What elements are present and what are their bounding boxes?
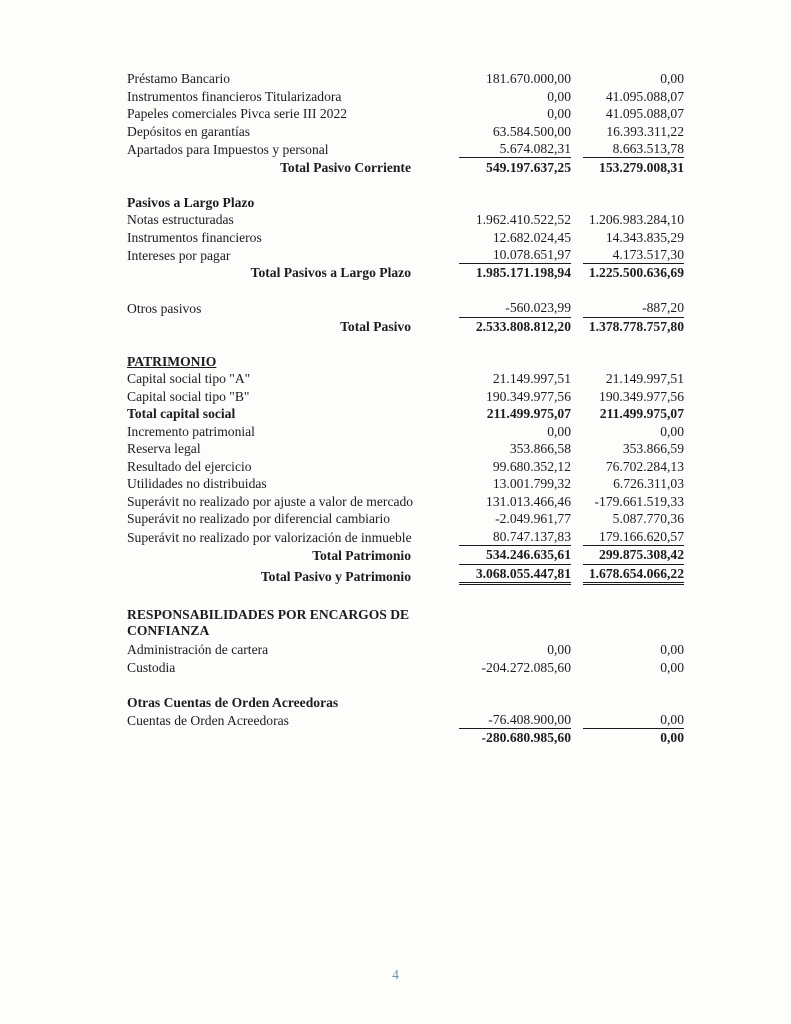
table-row (127, 105, 684, 123)
value-current-period: 0,00 (547, 642, 571, 658)
row-spacer (127, 335, 684, 353)
table-row (127, 123, 684, 141)
table-row (127, 70, 684, 88)
value-prior-period: 0,00 (660, 730, 684, 746)
row-spacer (127, 676, 684, 694)
value-prior-period: 1.225.500.636,69 (588, 265, 684, 281)
value-current-period: 13.001.799,32 (492, 476, 571, 492)
table-row (127, 711, 684, 729)
row-label: Superávit no realizado por diferencial cambiario (127, 511, 391, 527)
value-prior-period: 76.702.284,13 (605, 458, 684, 474)
total-row (127, 565, 684, 585)
table-row (127, 228, 684, 246)
value-current-period: 3.068.055.447,81 (459, 565, 571, 585)
row-label: Resultado del ejercicio (127, 458, 252, 474)
value-current-period: 5.674.082,31 (459, 140, 571, 158)
value-prior-period: 0,00 (660, 659, 684, 675)
section-title: Pasivos a Largo Plazo (127, 194, 255, 210)
total-row (127, 158, 684, 176)
value-current-period: 534.246.635,61 (459, 546, 571, 564)
row-label: Superávit no realizado por valorización de inmueble (127, 529, 412, 545)
total-row (127, 546, 684, 564)
value-prior-period: 0,00 (660, 71, 684, 87)
row-label: Total capital social (127, 406, 236, 422)
table-row (127, 388, 684, 406)
row-label: Total Pasivo (340, 318, 411, 334)
row-label: Capital social tipo "A" (127, 371, 251, 387)
section-title: Otras Cuentas de Orden Acreedoras (127, 694, 339, 710)
value-prior-period: 353.866,59 (622, 441, 684, 457)
table-row (127, 440, 684, 458)
table-row (127, 246, 684, 264)
value-prior-period: 41.095.088,07 (605, 106, 684, 122)
value-prior-period: 5.087.770,36 (612, 511, 684, 527)
value-current-period: 181.670.000,00 (486, 71, 571, 87)
value-current-period: 190.349.977,56 (486, 388, 571, 404)
value-current-period: 99.680.352,12 (492, 458, 571, 474)
value-current-period: 80.747.137,83 (459, 528, 571, 546)
value-current-period: 12.682.024,45 (492, 229, 571, 245)
table-row (127, 641, 684, 659)
value-prior-period: 211.499.975,07 (599, 406, 684, 422)
value-current-period: -560.023,99 (459, 299, 571, 317)
row-label: Administración de cartera (127, 642, 269, 658)
value-current-period: 21.149.997,51 (492, 371, 571, 387)
value-prior-period: 179.166.620,57 (583, 528, 684, 546)
value-current-period: 131.013.466,46 (486, 493, 571, 509)
value-current-period: 2.533.808.812,20 (475, 318, 571, 334)
value-current-period: 549.197.637,25 (486, 159, 571, 175)
row-label: Capital social tipo "B" (127, 388, 250, 404)
value-prior-period: 4.173.517,30 (583, 246, 684, 264)
row-label: Apartados para Impuestos y personal (127, 142, 329, 157)
value-prior-period: 21.149.997,51 (605, 371, 684, 387)
row-label: Instrumentos financieros (127, 229, 262, 245)
row-label: Instrumentos financieros Titularizadora (127, 88, 342, 104)
value-prior-period: 6.726.311,03 (613, 476, 684, 492)
value-prior-period: -179.661.519,33 (594, 493, 684, 509)
value-prior-period: 1.206.983.284,10 (588, 212, 684, 227)
row-label: Total Pasivo y Patrimonio (260, 568, 411, 584)
value-current-period: -280.680.985,60 (481, 730, 571, 746)
page-number: 4 (392, 967, 399, 982)
row-spacer (127, 585, 684, 607)
row-label: Total Pasivos a Largo Plazo (250, 265, 411, 281)
value-prior-period: 299.875.308,42 (583, 546, 684, 564)
table-row (127, 458, 684, 476)
row-label: Utilidades no distribuidas (127, 476, 267, 492)
section-title: PATRIMONIO (127, 353, 217, 369)
total-row (127, 264, 684, 282)
table-row (127, 211, 684, 229)
value-current-period: 0,00 (547, 88, 571, 104)
value-prior-period: 190.349.977,56 (599, 388, 684, 404)
value-current-period: 211.499.975,07 (486, 406, 571, 422)
value-current-period: 63.584.500,00 (492, 123, 571, 139)
table-row (127, 510, 684, 528)
value-prior-period: 1.378.778.757,80 (588, 318, 684, 334)
table-row (127, 370, 684, 388)
table-row (127, 528, 684, 546)
row-label: Reserva legal (127, 441, 201, 457)
row-spacer (127, 282, 684, 300)
value-current-period: -2.049.961,77 (495, 511, 571, 527)
row-label: Custodia (127, 659, 176, 675)
table-row (127, 658, 684, 676)
value-current-period: -204.272.085,60 (481, 659, 571, 675)
table-row (127, 299, 684, 317)
section-header-row (127, 607, 684, 641)
value-current-period: -76.408.900,00 (459, 711, 571, 729)
table-row (127, 88, 684, 106)
row-label: Superávit no realizado por ajuste a valor de mercado (127, 493, 414, 509)
table-row (127, 475, 684, 493)
value-current-period: 353.866,58 (509, 441, 571, 457)
section-title: RESPONSABILIDADES POR ENCARGOS DE CONFIANZA (127, 606, 413, 639)
section-header-row (127, 693, 684, 711)
row-label: Total Patrimonio (312, 548, 411, 564)
value-prior-period: 16.393.311,22 (606, 123, 684, 139)
row-label: Notas estructuradas (127, 212, 234, 227)
table-row (127, 493, 684, 511)
row-spacer (127, 176, 684, 194)
value-current-period: 0,00 (547, 106, 571, 122)
value-current-period: 0,00 (547, 423, 571, 439)
row-label: Total Pasivo Corriente (280, 159, 411, 175)
row-label: Préstamo Bancario (127, 71, 231, 87)
row-label: Incremento patrimonial (127, 423, 255, 439)
row-label: Depósitos en garantías (127, 123, 251, 139)
value-current-period: 10.078.651,97 (459, 246, 571, 264)
total-row (127, 318, 684, 336)
row-label: Otros pasivos (127, 301, 202, 317)
row-label: Cuentas de Orden Acreedoras (127, 712, 289, 728)
value-prior-period: 0,00 (583, 711, 684, 729)
total-row (127, 729, 684, 747)
table-row (127, 423, 684, 441)
row-label: Intereses por pagar (127, 247, 231, 263)
value-prior-period: 1.678.654.066,22 (583, 565, 684, 585)
value-prior-period: -887,20 (583, 299, 684, 317)
value-current-period: 1.962.410.522,52 (475, 212, 571, 227)
section-header-row (127, 353, 684, 371)
value-prior-period: 8.663.513,78 (583, 140, 684, 158)
row-label: Papeles comerciales Pivca serie III 2022 (127, 106, 348, 122)
value-prior-period: 0,00 (660, 423, 684, 439)
value-prior-period: 41.095.088,07 (605, 88, 684, 104)
balance-sheet-table (127, 70, 684, 747)
section-header-row (127, 193, 684, 211)
value-prior-period: 0,00 (660, 642, 684, 658)
value-prior-period: 14.343.835,29 (605, 229, 684, 245)
table-row (127, 140, 684, 158)
value-current-period: 1.985.171.198,94 (475, 265, 571, 281)
value-prior-period: 153.279.008,31 (599, 159, 684, 175)
table-row (127, 405, 684, 423)
